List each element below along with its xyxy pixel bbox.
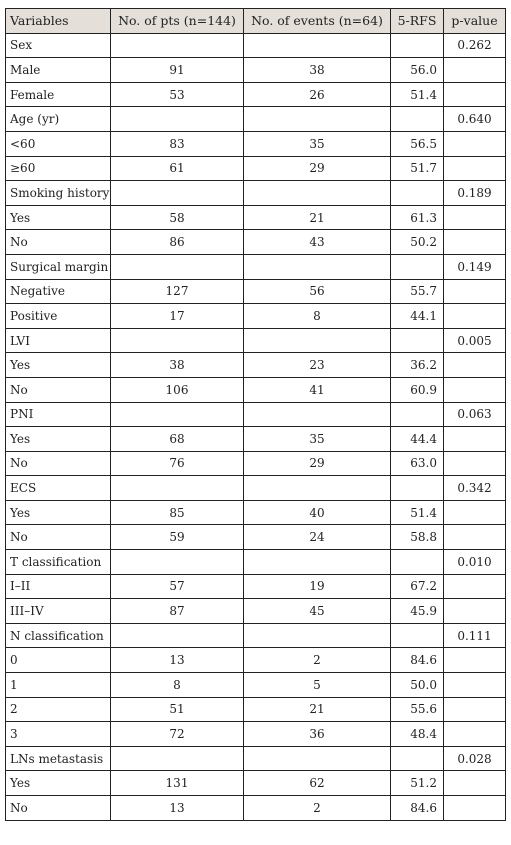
table-row-group (6, 328, 506, 353)
table-row-group (6, 550, 506, 575)
table-row (6, 427, 506, 452)
cell-no-of-pts (111, 402, 244, 427)
row-label: Sex (6, 33, 111, 58)
cell-5-rfs: 50.2 (391, 230, 444, 255)
cell-no-of-pts: 68 (111, 427, 244, 452)
cell-p-value (444, 796, 506, 821)
cell-no-of-pts: 38 (111, 353, 244, 378)
cell-p-value (444, 131, 506, 156)
cell-5-rfs (391, 746, 444, 771)
cell-no-of-pts: 51 (111, 697, 244, 722)
cell-5-rfs (391, 623, 444, 648)
table-row-group (6, 33, 506, 58)
cell-5-rfs: 51.2 (391, 771, 444, 796)
cell-5-rfs (391, 550, 444, 575)
cell-5-rfs: 84.6 (391, 796, 444, 821)
cell-5-rfs: 51.4 (391, 82, 444, 107)
cell-no-of-events: 62 (244, 771, 391, 796)
cell-no-of-events: 2 (244, 796, 391, 821)
table-header (6, 9, 506, 34)
row-label: 0 (6, 648, 111, 673)
row-label: Male (6, 58, 111, 83)
cell-p-value (444, 58, 506, 83)
row-label: T classification (6, 550, 111, 575)
cell-no-of-events (244, 254, 391, 279)
row-label: No (6, 230, 111, 255)
row-label: No (6, 796, 111, 821)
cell-p-value (444, 771, 506, 796)
rfs-table (5, 8, 506, 821)
cell-no-of-pts: 127 (111, 279, 244, 304)
row-label: Yes (6, 771, 111, 796)
row-label: Yes (6, 205, 111, 230)
cell-5-rfs (391, 476, 444, 501)
table-row (6, 353, 506, 378)
cell-no-of-pts: 59 (111, 525, 244, 550)
cell-p-value (444, 304, 506, 329)
cell-no-of-events: 29 (244, 451, 391, 476)
header-row (6, 9, 506, 34)
cell-no-of-pts: 106 (111, 377, 244, 402)
cell-p-value (444, 525, 506, 550)
cell-5-rfs: 63.0 (391, 451, 444, 476)
cell-p-value: 0.005 (444, 328, 506, 353)
table-row-group (6, 181, 506, 206)
cell-p-value (444, 82, 506, 107)
cell-no-of-events (244, 550, 391, 575)
cell-no-of-events: 41 (244, 377, 391, 402)
row-label: Yes (6, 500, 111, 525)
table-row (6, 279, 506, 304)
cell-no-of-pts: 72 (111, 722, 244, 747)
cell-5-rfs: 48.4 (391, 722, 444, 747)
row-label: Yes (6, 353, 111, 378)
cell-no-of-pts: 85 (111, 500, 244, 525)
row-label: 3 (6, 722, 111, 747)
row-label: Surgical margin (6, 254, 111, 279)
cell-5-rfs: 36.2 (391, 353, 444, 378)
table-row (6, 500, 506, 525)
table-row (6, 82, 506, 107)
cell-p-value: 0.189 (444, 181, 506, 206)
cell-no-of-pts: 53 (111, 82, 244, 107)
table-row (6, 673, 506, 698)
table-row (6, 156, 506, 181)
table-row (6, 771, 506, 796)
cell-p-value: 0.342 (444, 476, 506, 501)
table-row (6, 697, 506, 722)
cell-no-of-events: 56 (244, 279, 391, 304)
cell-no-of-pts: 86 (111, 230, 244, 255)
cell-no-of-events: 36 (244, 722, 391, 747)
row-label: No (6, 451, 111, 476)
header-variables: Variables (6, 9, 111, 34)
row-label: Age (yr) (6, 107, 111, 132)
row-label: ≥60 (6, 156, 111, 181)
row-label: LVI (6, 328, 111, 353)
cell-p-value: 0.262 (444, 33, 506, 58)
cell-p-value (444, 279, 506, 304)
header-no-of-pts: No. of pts (n=144) (111, 9, 244, 34)
cell-p-value (444, 722, 506, 747)
cell-no-of-events: 38 (244, 58, 391, 83)
cell-p-value (444, 156, 506, 181)
cell-no-of-pts (111, 328, 244, 353)
cell-no-of-events: 8 (244, 304, 391, 329)
cell-5-rfs (391, 107, 444, 132)
cell-5-rfs: 44.1 (391, 304, 444, 329)
table-row-group (6, 107, 506, 132)
cell-p-value (444, 451, 506, 476)
cell-no-of-pts: 57 (111, 574, 244, 599)
cell-no-of-pts: 13 (111, 796, 244, 821)
cell-no-of-pts: 17 (111, 304, 244, 329)
cell-no-of-pts (111, 254, 244, 279)
cell-p-value: 0.640 (444, 107, 506, 132)
table-row (6, 377, 506, 402)
header-5-rfs: 5-RFS (391, 9, 444, 34)
cell-no-of-pts: 83 (111, 131, 244, 156)
cell-p-value (444, 500, 506, 525)
cell-no-of-events: 35 (244, 427, 391, 452)
cell-no-of-pts (111, 623, 244, 648)
cell-no-of-events (244, 328, 391, 353)
cell-p-value (444, 673, 506, 698)
table-row-group (6, 623, 506, 648)
cell-5-rfs: 55.6 (391, 697, 444, 722)
cell-5-rfs (391, 328, 444, 353)
cell-no-of-events (244, 476, 391, 501)
cell-5-rfs (391, 33, 444, 58)
cell-no-of-events (244, 107, 391, 132)
cell-p-value (444, 353, 506, 378)
cell-no-of-events (244, 402, 391, 427)
row-label: Negative (6, 279, 111, 304)
table-row (6, 304, 506, 329)
cell-no-of-events: 23 (244, 353, 391, 378)
cell-p-value: 0.111 (444, 623, 506, 648)
cell-p-value (444, 427, 506, 452)
cell-5-rfs (391, 254, 444, 279)
table-row (6, 599, 506, 624)
cell-no-of-events: 21 (244, 205, 391, 230)
table-row-group (6, 402, 506, 427)
cell-no-of-pts: 76 (111, 451, 244, 476)
table-row (6, 722, 506, 747)
cell-5-rfs: 55.7 (391, 279, 444, 304)
cell-no-of-events (244, 623, 391, 648)
cell-5-rfs: 50.0 (391, 673, 444, 698)
table-row (6, 230, 506, 255)
cell-p-value (444, 205, 506, 230)
cell-no-of-pts: 87 (111, 599, 244, 624)
row-label: LNs metastasis (6, 746, 111, 771)
cell-5-rfs: 51.4 (391, 500, 444, 525)
cell-no-of-pts (111, 550, 244, 575)
row-label: No (6, 377, 111, 402)
cell-no-of-events: 43 (244, 230, 391, 255)
cell-no-of-events: 45 (244, 599, 391, 624)
cell-no-of-events: 2 (244, 648, 391, 673)
row-label: <60 (6, 131, 111, 156)
cell-no-of-pts (111, 476, 244, 501)
cell-5-rfs: 58.8 (391, 525, 444, 550)
cell-5-rfs: 60.9 (391, 377, 444, 402)
row-label: 1 (6, 673, 111, 698)
table-row (6, 58, 506, 83)
cell-no-of-pts (111, 33, 244, 58)
row-label: PNI (6, 402, 111, 427)
cell-5-rfs: 56.5 (391, 131, 444, 156)
table-row (6, 205, 506, 230)
cell-no-of-pts: 58 (111, 205, 244, 230)
cell-no-of-pts (111, 746, 244, 771)
table-row (6, 796, 506, 821)
cell-no-of-pts: 131 (111, 771, 244, 796)
cell-p-value (444, 697, 506, 722)
cell-p-value: 0.063 (444, 402, 506, 427)
cell-no-of-pts (111, 181, 244, 206)
cell-no-of-events: 21 (244, 697, 391, 722)
cell-no-of-events: 5 (244, 673, 391, 698)
row-label: 2 (6, 697, 111, 722)
table-row-group (6, 746, 506, 771)
cell-no-of-events (244, 181, 391, 206)
table-row (6, 525, 506, 550)
cell-no-of-pts (111, 107, 244, 132)
table-row (6, 574, 506, 599)
cell-p-value (444, 574, 506, 599)
cell-no-of-pts: 91 (111, 58, 244, 83)
row-label: Positive (6, 304, 111, 329)
table-body (6, 33, 506, 820)
cell-no-of-events: 26 (244, 82, 391, 107)
header-p-value: p-value (444, 9, 506, 34)
table-row (6, 451, 506, 476)
table-row-group (6, 476, 506, 501)
cell-no-of-events: 40 (244, 500, 391, 525)
table-row-group (6, 254, 506, 279)
cell-5-rfs (391, 181, 444, 206)
row-label: No (6, 525, 111, 550)
row-label: N classification (6, 623, 111, 648)
cell-5-rfs: 44.4 (391, 427, 444, 452)
cell-no-of-pts: 8 (111, 673, 244, 698)
row-label: ECS (6, 476, 111, 501)
row-label: Female (6, 82, 111, 107)
cell-p-value (444, 648, 506, 673)
cell-5-rfs (391, 402, 444, 427)
cell-5-rfs: 45.9 (391, 599, 444, 624)
row-label: I–II (6, 574, 111, 599)
cell-no-of-events: 35 (244, 131, 391, 156)
row-label: Yes (6, 427, 111, 452)
cell-no-of-events: 29 (244, 156, 391, 181)
cell-p-value (444, 377, 506, 402)
cell-p-value: 0.028 (444, 746, 506, 771)
cell-5-rfs: 56.0 (391, 58, 444, 83)
cell-no-of-events (244, 746, 391, 771)
cell-5-rfs: 67.2 (391, 574, 444, 599)
cell-no-of-events (244, 33, 391, 58)
row-label: III–IV (6, 599, 111, 624)
cell-p-value (444, 599, 506, 624)
table-row (6, 648, 506, 673)
cell-5-rfs: 84.6 (391, 648, 444, 673)
header-no-of-events: No. of events (n=64) (244, 9, 391, 34)
cell-no-of-events: 24 (244, 525, 391, 550)
cell-no-of-pts: 13 (111, 648, 244, 673)
cell-5-rfs: 61.3 (391, 205, 444, 230)
cell-5-rfs: 51.7 (391, 156, 444, 181)
cell-p-value (444, 230, 506, 255)
cell-p-value: 0.010 (444, 550, 506, 575)
cell-no-of-pts: 61 (111, 156, 244, 181)
cell-no-of-events: 19 (244, 574, 391, 599)
table-row (6, 131, 506, 156)
cell-p-value: 0.149 (444, 254, 506, 279)
row-label: Smoking history (6, 181, 111, 206)
